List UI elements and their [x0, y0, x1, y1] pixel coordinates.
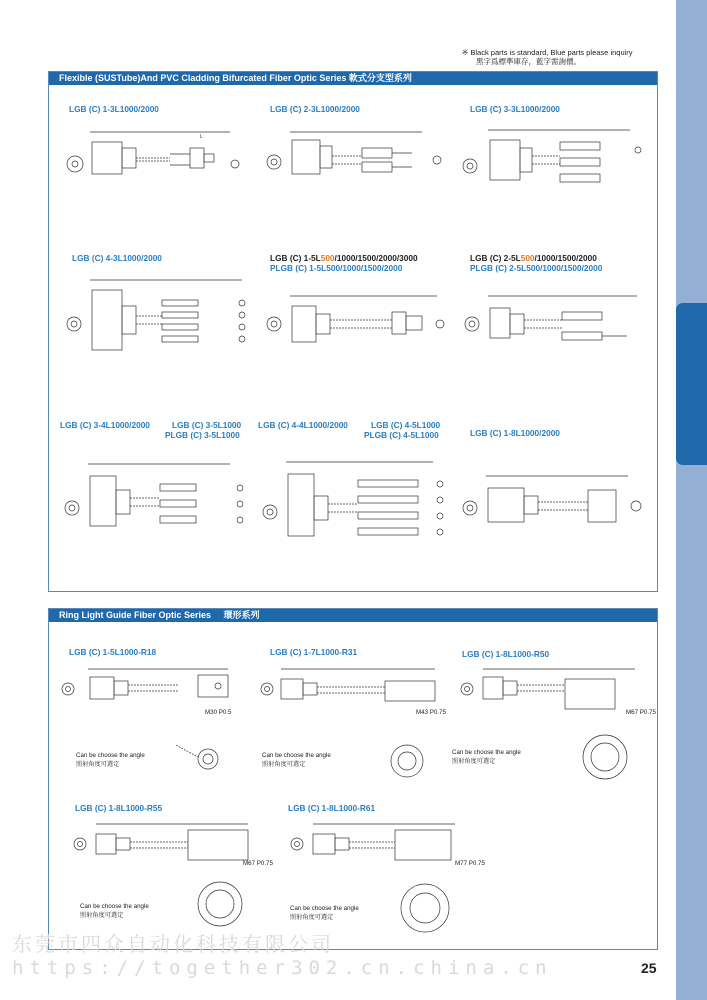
ring-thread-r18: M30 P0.5: [205, 709, 232, 716]
model-label-1-3l: LGB (C) 1-3L1000/2000: [69, 104, 159, 114]
ring-caption-cn-r55: 照射角度可選定: [80, 912, 124, 919]
ring-caption-en-r50: Can be choose the angle: [452, 749, 521, 756]
drawing-1-5l: [262, 290, 452, 360]
stock-note-en: ※ Black parts is standard, Blue parts please inquiry: [462, 48, 633, 57]
drawing-2-5l: [462, 290, 652, 360]
model-sublabel-3-5l: PLGB (C) 3-5L1000: [165, 430, 240, 440]
model-label-1-8l: LGB (C) 1-8L1000/2000: [470, 428, 560, 438]
model-label-4-4l: LGB (C) 4-4L1000/2000: [258, 420, 348, 430]
ring-label-r18: LGB (C) 1-5L1000-R18: [69, 647, 157, 657]
ring-series-title: Ring Light Guide Fiber Optic Series 環形系列: [49, 609, 657, 622]
ring-thread-r31: M43 P0.75: [416, 709, 446, 716]
drawing-3-3l: [460, 120, 650, 200]
ring-caption-en-r55: Can be choose the angle: [80, 903, 149, 910]
model-label-2-5l: LGB (C) 2-5L500/1000/1500/2000: [470, 253, 597, 263]
ring-label-r31: LGB (C) 1-7L1000-R31: [270, 647, 358, 657]
ring-thread-r50: M67 P0.75: [626, 709, 656, 716]
ring-label-r50: LGB (C) 1-8L1000-R50: [462, 649, 550, 659]
bifurcated-series-title: Flexible (SUSTube)And PVC Cladding Bifurcated Fiber Optic Series 軟式分支型系列: [49, 72, 657, 85]
drawing-1-8l: [458, 470, 648, 530]
model-label-3-4l: LGB (C) 3-4L1000/2000: [60, 420, 150, 430]
drawing-4-4l: [258, 456, 458, 546]
ring-caption-cn-r50: 照射角度可選定: [452, 758, 496, 765]
model-sublabel-1-5l: PLGB (C) 1-5L500/1000/1500/2000: [270, 263, 403, 273]
model-label-3-3l: LGB (C) 3-3L1000/2000: [470, 104, 560, 114]
model-label-4-3l: LGB (C) 4-3L1000/2000: [72, 253, 162, 263]
model-label-4-5l: LGB (C) 4-5L1000: [371, 420, 441, 430]
ring-label-r55: LGB (C) 1-8L1000-R55: [75, 803, 163, 813]
model-sublabel-4-5l: PLGB (C) 4-5L1000: [364, 430, 439, 440]
ring-caption-cn-r18: 照射角度可選定: [76, 761, 120, 768]
ring-caption-en-r18: Can be choose the angle: [76, 752, 145, 759]
ring-caption-en-r31: Can be choose the angle: [262, 752, 331, 759]
ring-thread-r55: M67 P0.75: [243, 860, 273, 867]
model-label-2-3l: LGB (C) 2-3L1000/2000: [270, 104, 360, 114]
ring-caption-cn-r31: 照射角度可選定: [262, 761, 306, 768]
section-tab: [676, 303, 707, 465]
model-label-1-5l: LGB (C) 1-5L500/1000/1500/2000/3000: [270, 253, 418, 263]
watermark-company: 东莞市四众自动化科技有限公司: [12, 932, 334, 956]
model-label-3-5l: LGB (C) 3-5L1000: [172, 420, 242, 430]
watermark-url: https://together302.cn.china.cn: [12, 957, 553, 979]
stock-note-cn: 黑字爲標準庫存，藍字需詢價。: [476, 57, 581, 66]
ring-caption-cn-r61: 照射角度可選定: [290, 914, 334, 921]
right-sidebar: [676, 0, 707, 1000]
page-number: 25: [641, 960, 657, 976]
ring-thread-r61: M77 P0.75: [455, 860, 485, 867]
drawing-ring-r50: [455, 665, 655, 785]
drawing-1-3l: [60, 120, 250, 190]
drawing-4-3l: [62, 272, 252, 362]
drawing-3-4l: [60, 456, 250, 536]
drawing-2-3l: [262, 120, 452, 190]
ring-label-r61: LGB (C) 1-8L1000-R61: [288, 803, 376, 813]
stock-note: [462, 48, 633, 66]
ring-caption-en-r61: Can be choose the angle: [290, 905, 359, 912]
svg-text:L: L: [200, 134, 203, 140]
model-sublabel-2-5l: PLGB (C) 2-5L500/1000/1500/2000: [470, 263, 603, 273]
